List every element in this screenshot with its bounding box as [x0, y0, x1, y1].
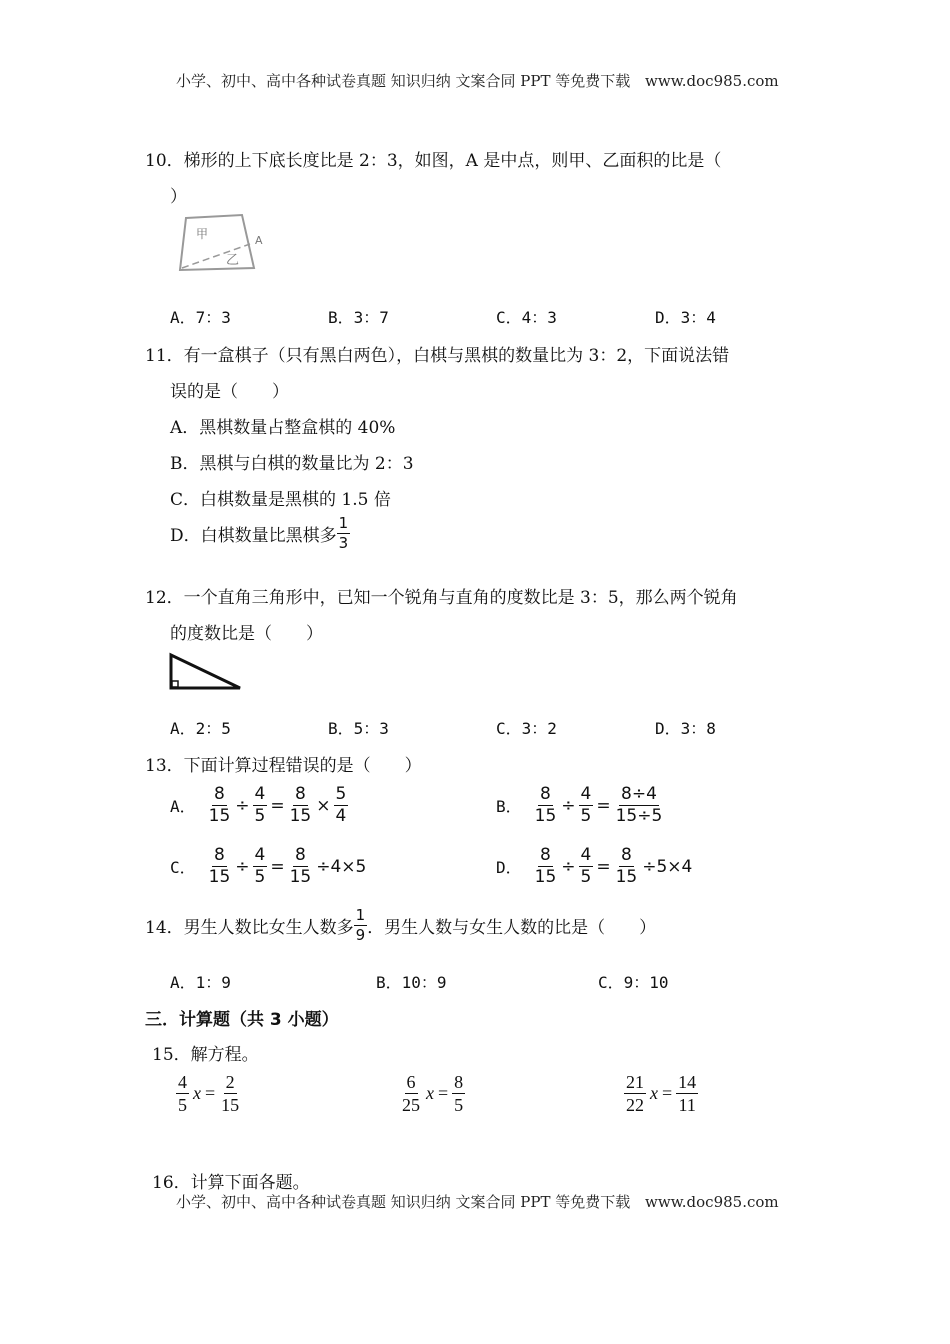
- variable-x: x: [193, 1083, 201, 1103]
- equals-sign: =: [596, 795, 611, 816]
- denominator: 5: [454, 1095, 464, 1115]
- fraction: [579, 847, 594, 886]
- label-jia: 甲: [196, 227, 209, 241]
- trapezoid-diagonal: [182, 244, 250, 268]
- equals-sign: =: [205, 1083, 216, 1103]
- right-triangle-figure: [168, 652, 244, 692]
- option-label: D．: [496, 858, 522, 877]
- fraction: [207, 786, 233, 825]
- times-sign: ×: [316, 795, 331, 816]
- q14-stem: [145, 908, 656, 943]
- q14-option-a: A．1：9: [170, 973, 231, 992]
- denominator: 25: [402, 1095, 420, 1115]
- right-angle-marker: [172, 681, 178, 687]
- header-url: www.doc985.com: [645, 72, 779, 90]
- section-title: 三．计算题（共 3 小题）: [145, 1010, 339, 1030]
- option-label: B．: [496, 797, 522, 816]
- trapezoid-shape: [180, 215, 254, 270]
- fraction-one-ninth: [354, 908, 368, 943]
- divide-sign: ÷: [561, 795, 576, 816]
- divide-sign: ÷: [235, 856, 250, 877]
- denominator: 15: [615, 867, 638, 887]
- right-triangle-shape: [171, 655, 240, 688]
- expression-tail: ÷5×4: [642, 856, 693, 877]
- option-label: A．: [170, 797, 196, 816]
- denominator: 15÷5: [615, 806, 663, 826]
- q11-option-d: D．白棋数量比黑棋多: [170, 526, 337, 546]
- result-fraction: [452, 1073, 465, 1114]
- coefficient-fraction: [624, 1073, 646, 1114]
- fraction-numerator: 1: [355, 906, 366, 924]
- q16-stem: 16．计算下面各题。: [152, 1173, 310, 1193]
- q14-stem-post: ．男生人数与女生人数的比是（ ）: [367, 918, 657, 938]
- expression-tail: ÷4×5: [316, 856, 367, 877]
- q10-option-c: C．4：3: [496, 308, 557, 327]
- result-fraction: [219, 1073, 241, 1114]
- q10-stem-line2: ）: [170, 187, 187, 207]
- numerator: 8: [454, 1072, 464, 1092]
- q12-option-a: A．2：5: [170, 719, 231, 738]
- q10-option-b: B．3：7: [328, 308, 389, 327]
- coefficient-fraction: [176, 1073, 189, 1114]
- page-header: [176, 70, 779, 91]
- q12-stem-line1: 12．一个直角三角形中，已知一个锐角与直角的度数比是 3：5，那么两个锐角: [145, 588, 738, 608]
- numerator: 4: [580, 784, 592, 804]
- q12-stem-line2: 的度数比是（ ）: [170, 624, 323, 644]
- denominator: 5: [580, 867, 592, 887]
- q10-option-d: D．3：4: [655, 308, 716, 327]
- numerator: 4: [580, 845, 592, 865]
- numerator: 4: [254, 845, 266, 865]
- q13-option-d: [496, 847, 692, 886]
- footer-url: www.doc985.com: [645, 1193, 779, 1211]
- label-a: A: [255, 234, 263, 247]
- fraction: [253, 786, 268, 825]
- equation-3: [624, 1073, 698, 1114]
- numerator: 5: [335, 784, 347, 804]
- q11-option-c: C．白棋数量是黑棋的 1.5 倍: [170, 490, 391, 510]
- q13-option-b: [496, 786, 664, 825]
- q10-stem-line1: 10．梯形的上下底长度比是 2：3，如图，A 是中点，则甲、乙面积的比是（: [145, 151, 722, 171]
- q11-option-d-row: [170, 516, 350, 551]
- fraction: [533, 786, 559, 825]
- fraction: [253, 847, 268, 886]
- denominator: 15: [208, 806, 231, 826]
- denominator: 11: [678, 1095, 696, 1115]
- q11-option-a: A．黑棋数量占整盒棋的 40%: [170, 418, 396, 438]
- label-yi: 乙: [226, 253, 240, 268]
- denominator: 15: [534, 867, 557, 887]
- fraction: [334, 786, 349, 825]
- trapezoid-figure: [170, 212, 270, 276]
- denominator: 5: [178, 1095, 187, 1115]
- fraction: [207, 847, 233, 886]
- numerator: 8: [214, 784, 225, 804]
- numerator: 2: [225, 1072, 235, 1092]
- fraction: [288, 847, 314, 886]
- numerator: 14: [678, 1072, 697, 1092]
- q12-option-b: B．5：3: [328, 719, 389, 738]
- equals-sign: =: [270, 795, 285, 816]
- denominator: 15: [221, 1095, 240, 1115]
- numerator: 4: [178, 1072, 187, 1092]
- numerator: 8: [214, 845, 225, 865]
- numerator: 8: [540, 845, 551, 865]
- numerator: 8: [295, 845, 306, 865]
- denominator: 22: [626, 1095, 644, 1115]
- numerator: 21: [626, 1072, 644, 1092]
- q14-option-c: C．9：10: [598, 973, 669, 992]
- variable-x: x: [650, 1083, 658, 1103]
- fraction-denominator: 9: [355, 926, 366, 944]
- divide-sign: ÷: [235, 795, 250, 816]
- fraction-denominator: 3: [338, 534, 349, 552]
- fraction: [288, 786, 314, 825]
- q12-option-d: D．3：8: [655, 719, 716, 738]
- fraction: [614, 847, 640, 886]
- numerator: 6: [406, 1072, 416, 1092]
- q13-option-c: [170, 847, 366, 886]
- denominator: 5: [254, 867, 266, 887]
- numerator: 8: [621, 845, 632, 865]
- fraction-one-third: [337, 516, 351, 551]
- q10-option-a: A．7：3: [170, 308, 231, 327]
- q11-option-b: B．黑棋与白棋的数量比为 2：3: [170, 454, 414, 474]
- fraction-numerator: 1: [338, 514, 349, 532]
- equation-2: [400, 1073, 465, 1114]
- q12-option-c: C．3：2: [496, 719, 557, 738]
- q13-option-a: [170, 786, 348, 825]
- equation-1: [176, 1073, 241, 1114]
- fraction: [533, 847, 559, 886]
- denominator: 15: [289, 806, 312, 826]
- q11-stem-line2: 误的是（ ）: [170, 382, 289, 402]
- divide-sign: ÷: [561, 856, 576, 877]
- q11-stem-line1: 11．有一盒棋子（只有黑白两色），白棋与黑棋的数量比为 3：2，下面说法错: [145, 346, 730, 366]
- denominator: 5: [254, 806, 266, 826]
- variable-x: x: [426, 1083, 434, 1103]
- denominator: 15: [208, 867, 231, 887]
- q14-stem-pre: 14．男生人数比女生人数多: [145, 918, 354, 938]
- page-footer: [176, 1191, 779, 1212]
- denominator: 5: [580, 806, 592, 826]
- denominator: 15: [534, 806, 557, 826]
- denominator: 15: [289, 867, 312, 887]
- q15-stem: 15．解方程。: [152, 1045, 259, 1065]
- numerator: 4: [254, 784, 266, 804]
- q14-option-b: B．10：9: [376, 973, 447, 992]
- denominator: 4: [335, 806, 347, 826]
- result-fraction: [676, 1073, 698, 1114]
- equals-sign: =: [596, 856, 611, 877]
- numerator: 8: [540, 784, 551, 804]
- equals-sign: =: [438, 1083, 449, 1103]
- option-label: C．: [170, 858, 196, 877]
- coefficient-fraction: [400, 1073, 422, 1114]
- numerator: 8÷4: [621, 784, 657, 804]
- equals-sign: =: [662, 1083, 673, 1103]
- numerator: 8: [295, 784, 306, 804]
- q13-stem: 13．下面计算过程错误的是（ ）: [145, 756, 422, 776]
- fraction: [579, 786, 594, 825]
- header-text: 小学、初中、高中各种试卷真题 知识归纳 文案合同 PPT 等免费下载: [176, 72, 631, 90]
- equals-sign: =: [270, 856, 285, 877]
- footer-text: 小学、初中、高中各种试卷真题 知识归纳 文案合同 PPT 等免费下载: [176, 1193, 631, 1211]
- fraction: [614, 786, 665, 825]
